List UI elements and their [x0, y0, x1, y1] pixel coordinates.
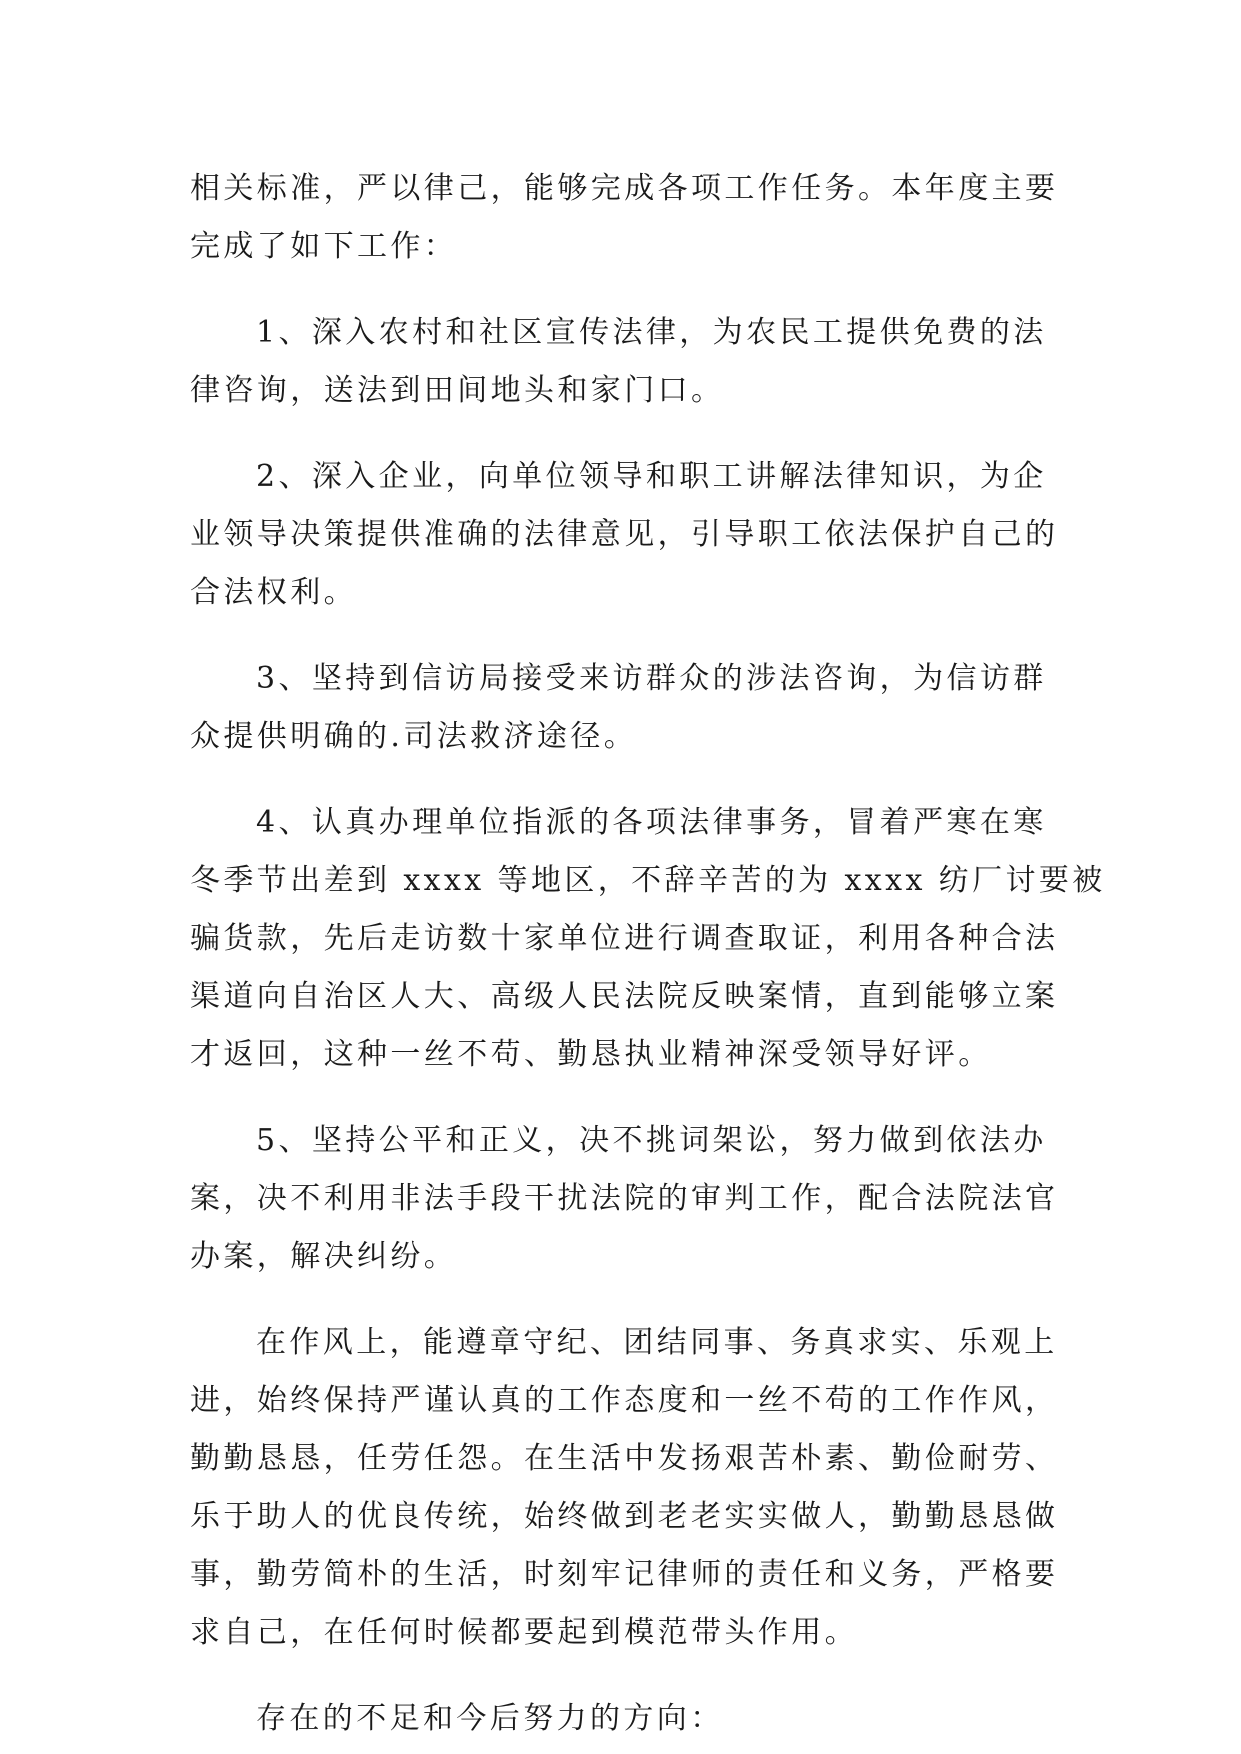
- text-line: 渠道向自治区人大、高级人民法院反映案情，直到能够立案: [190, 979, 1059, 1014]
- text-line: 3、坚持到信访局接受来访群众的涉法咨询，为信访群: [256, 661, 1047, 696]
- text-line: 相关标准，严以律己，能够完成各项工作任务。本年度主要: [190, 171, 1059, 206]
- text-line: 5、坚持公平和正义，决不挑词架讼，努力做到依法办: [256, 1123, 1047, 1158]
- paragraph: [190, 1314, 1059, 1662]
- text-line: 求自己，在任何时候都要起到模范带头作用。: [190, 1615, 858, 1650]
- text-line: 存在的不足和今后努力的方向：: [256, 1701, 724, 1736]
- paragraph: [190, 304, 1050, 420]
- text-line: 骗货款，先后走访数十家单位进行调查取证，利用各种合法: [190, 921, 1059, 956]
- text-line: 冬季节出差到 xxxx 等地区，不辞辛苦的为 xxxx 纺厂讨要被: [190, 863, 1106, 898]
- text-line: 众提供明确的.司法救济途径。: [190, 719, 638, 754]
- text-line: 2、深入企业，向单位领导和职工讲解法律知识，为企: [256, 459, 1047, 494]
- text-line: 才返回，这种一丝不苟、勤恳执业精神深受领导好评。: [190, 1037, 992, 1072]
- text-line: 4、认真办理单位指派的各项法律事务，冒着严寒在寒: [256, 805, 1047, 840]
- paragraph: [190, 794, 1106, 1084]
- text-line: 在作风上，能遵章守纪、团结同事、务真求实、乐观上: [256, 1325, 1058, 1360]
- paragraph: [190, 160, 1059, 276]
- text-line: 律咨询，送法到田间地头和家门口。: [190, 373, 725, 408]
- paragraph: [190, 1112, 1059, 1286]
- paragraph: [190, 650, 1050, 766]
- text-line: 乐于助人的优良传统，始终做到老老实实做人，勤勤恳恳做: [190, 1499, 1059, 1534]
- document-body: [190, 160, 1106, 1748]
- text-line: 1、深入农村和社区宣传法律，为农民工提供免费的法: [256, 315, 1047, 350]
- text-line: 合法权利。: [190, 575, 357, 610]
- text-line: 业领导决策提供准确的法律意见，引导职工依法保护自己的: [190, 517, 1059, 552]
- text-line: 办案，解决纠纷。: [190, 1239, 458, 1274]
- text-line: 勤勤恳恳，任劳任怨。在生活中发扬艰苦朴素、勤俭耐劳、: [190, 1441, 1059, 1476]
- text-line: 案，决不利用非法手段干扰法院的审判工作，配合法院法官: [190, 1181, 1059, 1216]
- paragraph: [190, 448, 1059, 622]
- text-line: 事，勤劳简朴的生活，时刻牢记律师的责任和义务，严格要: [190, 1557, 1059, 1592]
- paragraph: [190, 1690, 1050, 1748]
- text-line: 进，始终保持严谨认真的工作态度和一丝不苟的工作作风，: [190, 1383, 1059, 1418]
- text-line: 完成了如下工作：: [190, 229, 458, 264]
